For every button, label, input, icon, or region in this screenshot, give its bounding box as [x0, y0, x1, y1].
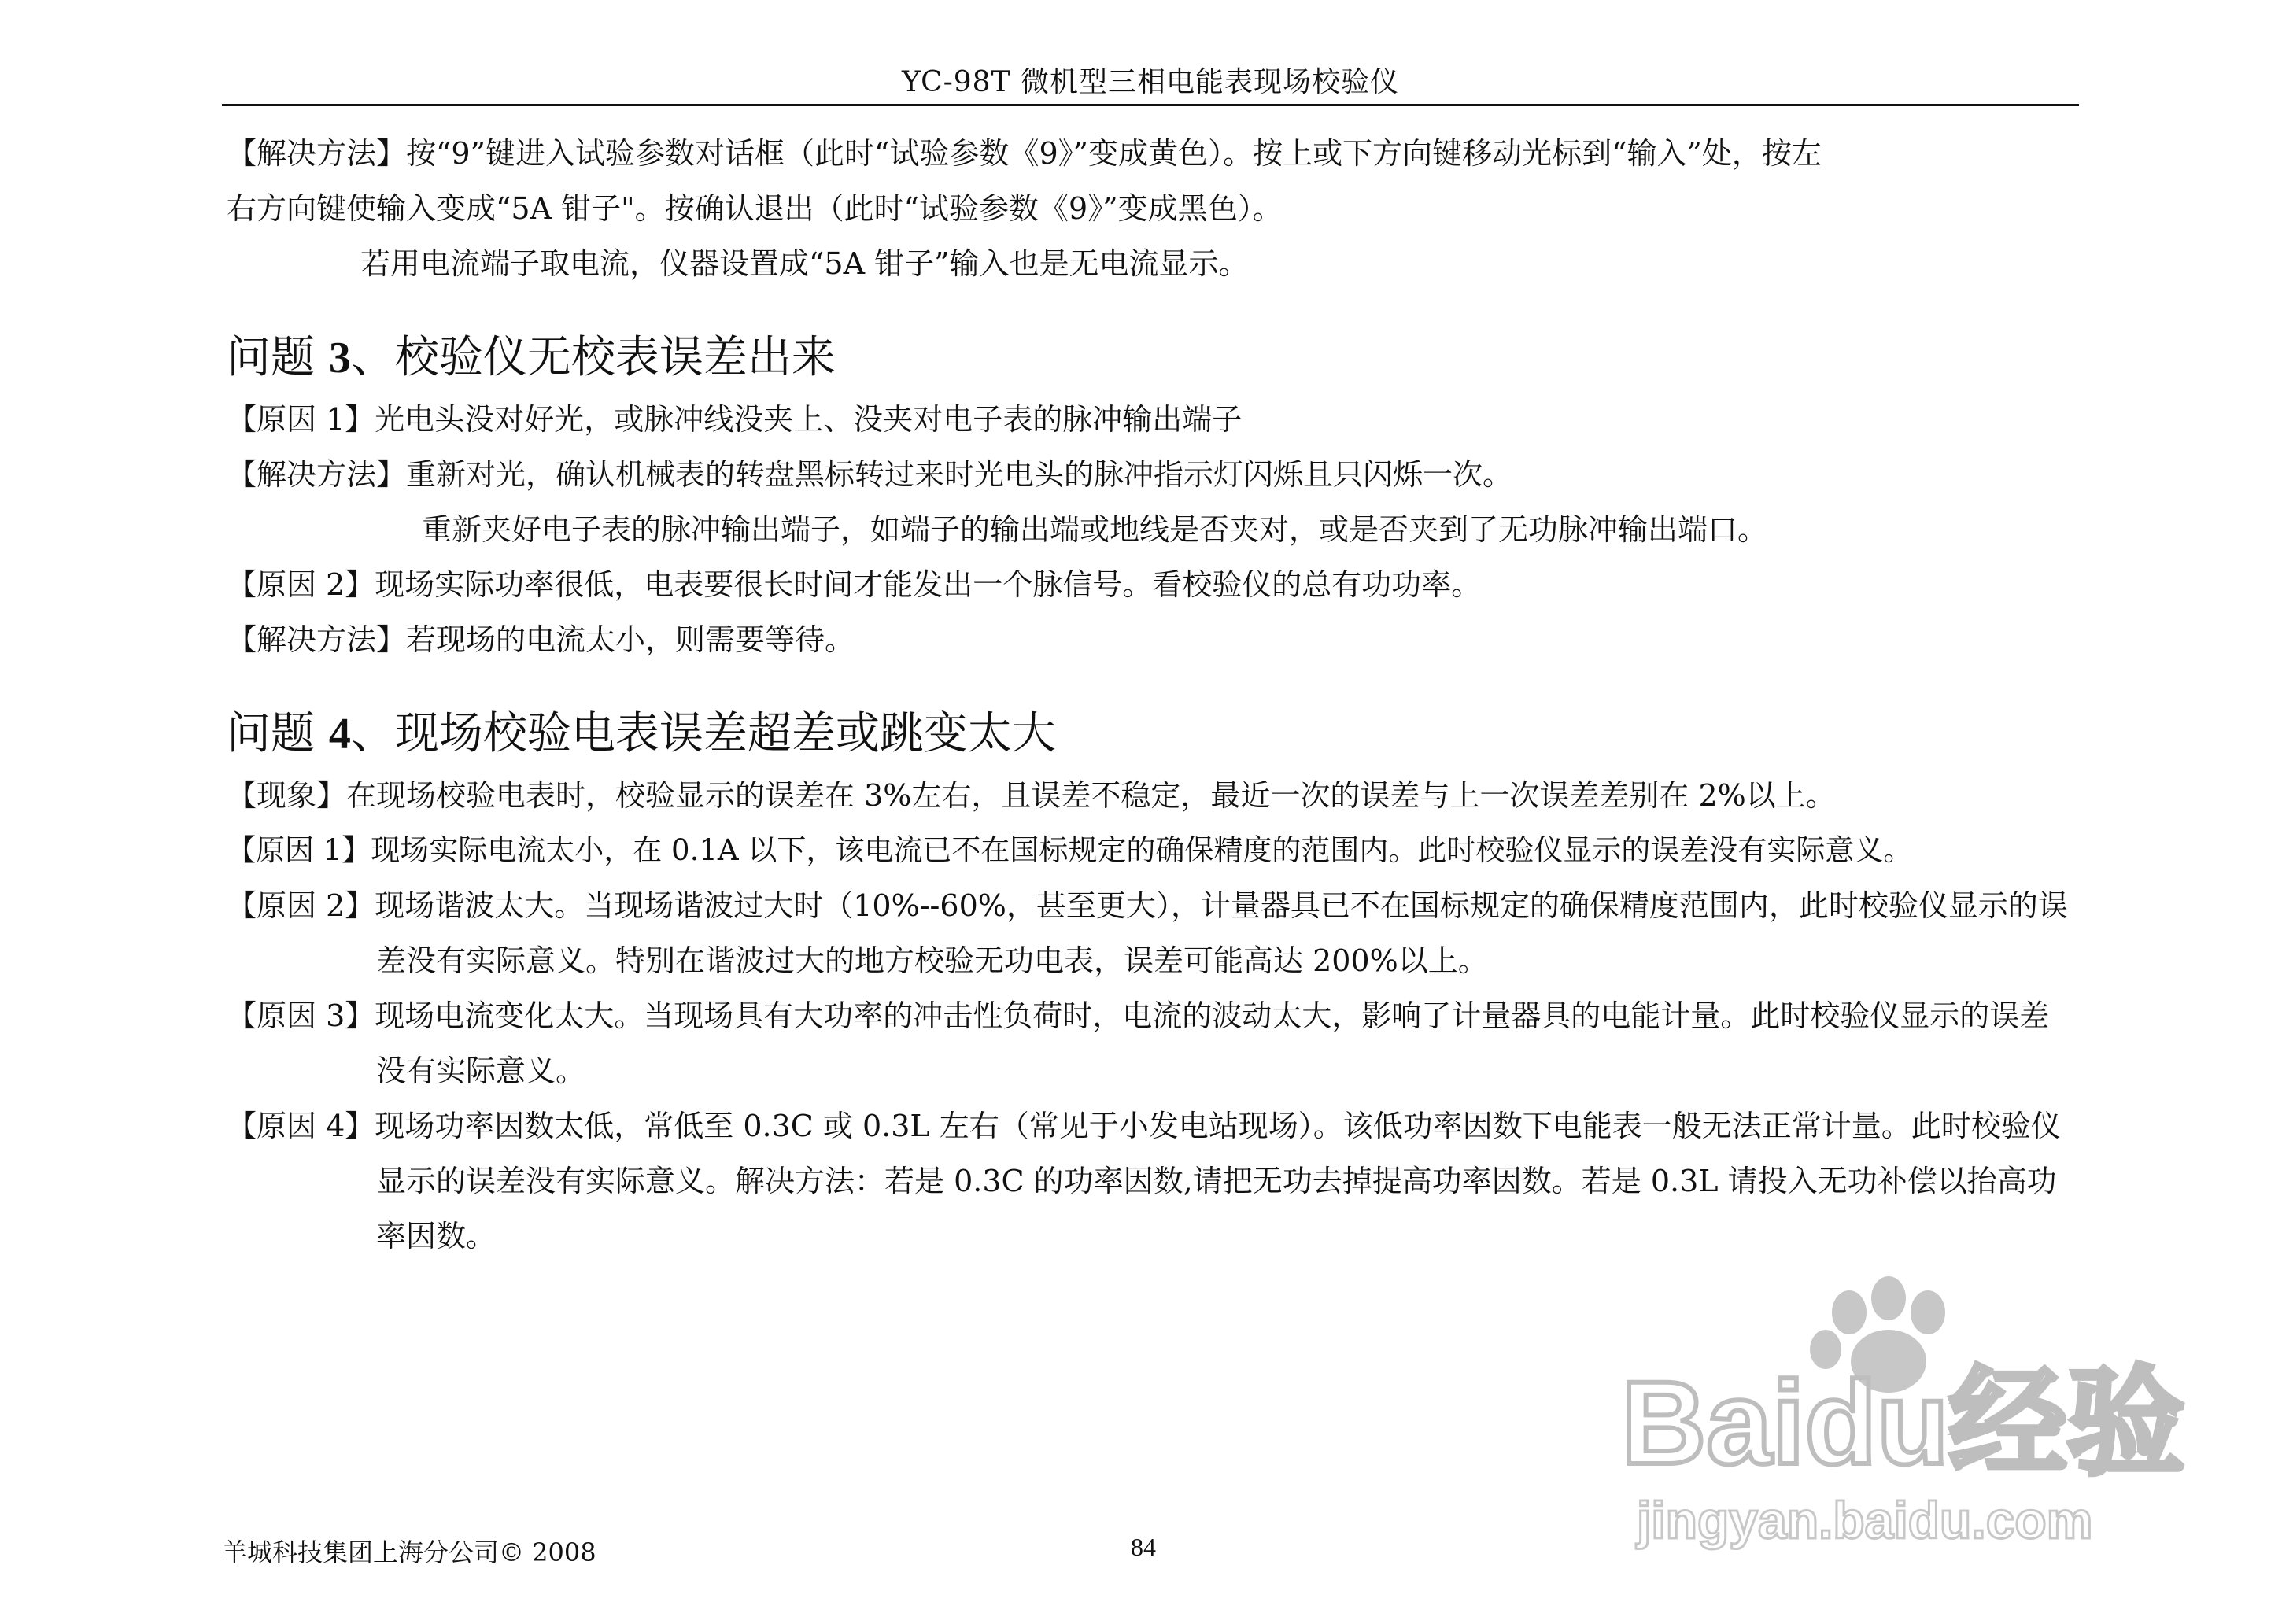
question-4-title: 、现场校验电表误差超差或跳变太大	[350, 708, 1056, 759]
intro-solution-line1: 【解决方法】按“9”键进入试验参数对话框（此时“试验参数《9》”变成黄色）。按上或下方向键移动光标到“输入”处，按左	[227, 136, 1822, 171]
intro-solution-line2: 右方向键使输入变成“5A 钳子"。按确认退出（此时“试验参数《9》”变成黑色）。	[227, 191, 1283, 226]
question-3-title: 、校验仪无校表误差出来	[350, 332, 836, 383]
q4-cause-4: 【原因 4】现场功率因数太低，常低至 0.3C 或 0.3L 左右（常见于小发电站现场）。该低功率因数下电能表一般无法正常计量。此时校验仪显示的误差没有实际意义。解决方法：若是 0.3C 的功率因数,请把无功去掉提高功率因数。若是 0.3L 请投入无功补偿以抬高功率因数。	[227, 1109, 2061, 1253]
q4-cause-1: 【原因 1】现场实际电流太小，在 0.1A 以下，该电流已不在国标规定的确保精度的范围内。此时校验仪显示的误差没有实际意义。	[227, 833, 1913, 867]
intro-note: 若用电流端子取电流，仪器设置成“5A 钳子”输入也是无电流显示。	[360, 246, 1249, 281]
q4-cause-2: 【原因 2】现场谐波太大。当现场谐波过大时（10%--60%，甚至更大），计量器具已不在国标规定的确保精度范围内，此时校验仪显示的误差没有实际意义。特别在谐波过大的地方校验无功电表，误差可能高达 200%以上。	[227, 888, 2068, 978]
page-number: 84	[1131, 1533, 1156, 1561]
question-3-heading	[227, 329, 2076, 387]
q3-cause-2: 【原因 2】现场实际功率很低，电表要很长时间才能发出一个脉信号。看校验仪的总有功功率。	[227, 567, 1482, 602]
q3-solution-2: 【解决方法】若现场的电流太小，则需要等待。	[227, 622, 855, 657]
watermark-url: jingyan.baidu.com	[1637, 1491, 2093, 1549]
q4-cause-3: 【原因 3】现场电流变化太大。当现场具有大功率的冲击性负荷时，电流的波动太大，影响了计量器具的电能计量。此时校验仪显示的误差没有实际意义。	[227, 998, 2050, 1088]
question-4-prefix: 问题	[227, 708, 329, 759]
q3-solution-1b: 重新夹好电子表的脉冲输出端子，如端子的输出端或地线是否夹对，或是否夹到了无功脉冲输出端口。	[422, 512, 1768, 547]
running-header: YC-98T 微机型三相电能表现场校验仪	[901, 66, 1400, 98]
question-4-number: 4	[328, 710, 351, 758]
footer-company: 羊城科技集团上海分公司© 2008	[222, 1537, 596, 1567]
header-rule	[222, 104, 2079, 106]
question-3-prefix: 问题	[227, 332, 329, 383]
question-3-number: 3	[328, 334, 351, 382]
q3-cause-1: 【原因 1】光电头没对好光，或脉冲线没夹上、没夹对电子表的脉冲输出端子	[227, 402, 1243, 437]
watermark-brand: Baidu经验	[1621, 1356, 2185, 1489]
q3-solution-1a: 【解决方法】重新对光，确认机械表的转盘黑标转过来时光电头的脉冲指示灯闪烁且只闪烁一次。	[227, 457, 1513, 492]
page-body	[227, 126, 2076, 1264]
q4-phenomenon: 【现象】在现场校验电表时，校验显示的误差在 3%左右，且误差不稳定，最近一次的误差与上一次误差差别在 2%以上。	[227, 778, 1836, 813]
question-4-heading	[227, 705, 2076, 763]
baidu-jingyan-watermark	[1613, 1275, 2195, 1558]
